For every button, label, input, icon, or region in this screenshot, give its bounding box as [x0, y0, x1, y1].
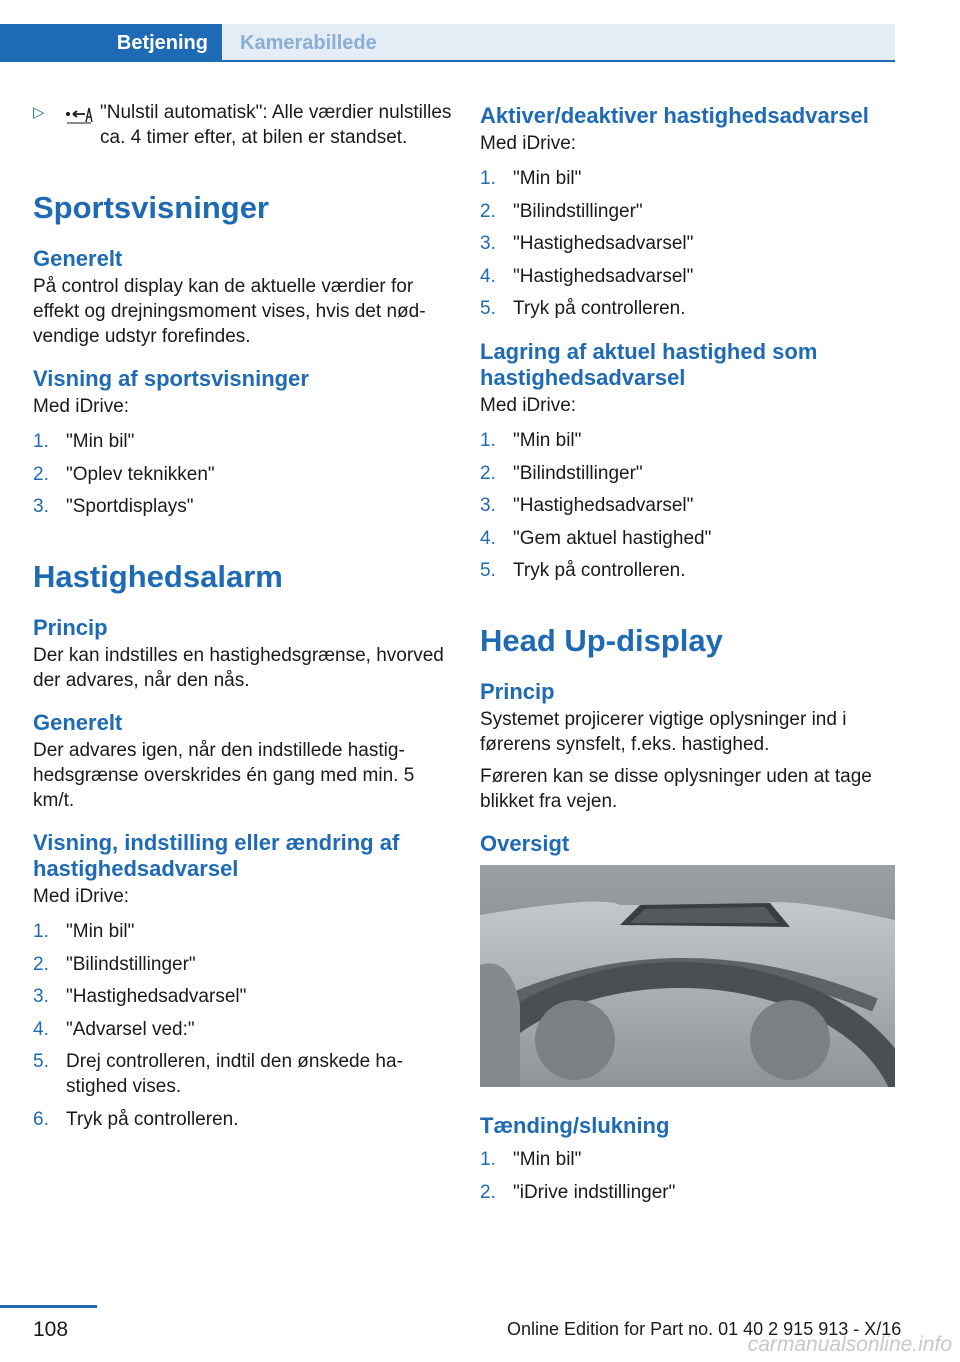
- list-item: 2. "Bilindstillinger": [33, 953, 196, 975]
- paragraph-princip-hud-2: Føreren kan se disse oplysninger uden at tage blikket fra vejen.: [480, 766, 872, 812]
- intro-idrive: Med iDrive:: [33, 396, 130, 417]
- steps-taending: [480, 1147, 900, 1205]
- list-item: 4. "Hastighedsadvarsel": [480, 265, 694, 287]
- section-title-head-up: Head Up-display: [480, 623, 723, 658]
- paragraph-generelt-2: Der advares igen, når den indstillede hastighedsgrænse overskrides én gang med min. 5 km/t.: [33, 740, 415, 811]
- subtitle-aktiver: Aktiver/deaktiver hastighedsadvarsel: [480, 103, 869, 128]
- subtitle-oversigt: Oversigt: [480, 831, 570, 856]
- watermark: carmanualsonline.info: [747, 1333, 952, 1356]
- reset-auto-icon: [65, 106, 93, 131]
- list-item: 3. "Hastighedsadvarsel": [480, 495, 694, 516]
- list-item: 5. Drej controlleren, indtil den ønskede hastighed vises.: [33, 1051, 403, 1097]
- list-item: 2. "Bilindstillinger": [480, 462, 643, 484]
- list-item: 3. "Sportdisplays": [33, 496, 194, 517]
- intro-idrive-4: Med iDrive:: [480, 395, 577, 416]
- list-item: 6. Tryk på controlleren.: [33, 1108, 239, 1130]
- reset-bullet-text: "Nulstil automatisk": Alle værdier nulstilles ca. 4 timer efter, at bilen er standset.: [100, 102, 452, 148]
- subtitle-generelt-2: Generelt: [33, 710, 123, 735]
- list-item: 3. "Hastighedsadvarsel": [480, 233, 694, 254]
- intro-idrive-2: Med iDrive:: [33, 886, 130, 907]
- paragraph-princip-hud-1: Systemet projicerer vigtige oplysninger ind i førerens synsfelt, f.eks. hastighed.: [480, 709, 847, 755]
- reset-bullet: [33, 100, 453, 150]
- paragraph-princip: Der kan indstilles en hastighedsgrænse, hvorved der advares, når den nås.: [33, 645, 444, 691]
- subtitle-princip-hud: Princip: [480, 679, 555, 704]
- subtitle-lagring: Lagring af aktuel hastighed som hastighedsadvarsel: [480, 339, 818, 390]
- subtitle-generelt: Generelt: [33, 246, 123, 271]
- paragraph-generelt: På control display kan de aktuelle værdier for effekt og drejningsmoment vises, hvis det nødvendige udstyr forefindes.: [33, 276, 426, 347]
- list-item: 4. "Advarsel ved:": [33, 1018, 195, 1040]
- list-item: 2. "iDrive indstillinger": [480, 1181, 676, 1203]
- list-item: 5. Tryk på controlleren.: [480, 560, 686, 581]
- edition-text: Online Edition for Part no. 01 40 2 915 913 - X/16: [507, 1319, 902, 1339]
- intro-idrive-3: Med iDrive:: [480, 133, 577, 154]
- left-column: [33, 100, 453, 1150]
- tab-underline: [222, 60, 895, 62]
- steps-aktiver: [480, 166, 900, 321]
- list-item: 3. "Hastighedsadvarsel": [33, 986, 247, 1007]
- steps-hastighedsadvarsel: [33, 919, 453, 1132]
- list-item: 1. "Min bil": [480, 1149, 582, 1170]
- subtitle-visning-hastighed: Visning, indstilling eller ændring af hastighedsadvarsel: [33, 830, 400, 881]
- triangle-bullet-icon: ▷: [33, 104, 45, 121]
- subtitle-princip: Princip: [33, 615, 108, 640]
- head-up-display-photo: [480, 865, 895, 1087]
- list-item: 1. "Min bil": [33, 921, 135, 942]
- subtitle-visning-sport: Visning af sportsvisninger: [33, 366, 309, 391]
- subtitle-taending: Tænding/slukning: [480, 1113, 670, 1138]
- steps-sportsvisning: [33, 429, 453, 519]
- page-number: 108: [33, 1318, 69, 1341]
- list-item: 5. Tryk på controlleren.: [480, 298, 686, 319]
- list-item: 4. "Gem aktuel hastighed": [480, 527, 712, 549]
- footer-accent-line: [0, 1305, 97, 1308]
- list-item: 1. "Min bil": [33, 431, 135, 452]
- tab-kamerabillede[interactable]: Kamerabillede: [222, 24, 895, 62]
- list-item: 1. "Min bil": [480, 430, 582, 451]
- right-column: [480, 103, 900, 1223]
- steps-lagring: [480, 428, 900, 583]
- list-item: 2. "Bilindstillinger": [480, 200, 643, 222]
- list-item: 1. "Min bil": [480, 168, 582, 189]
- section-title-sportsvisninger: Sportsvisninger: [33, 190, 269, 225]
- header-tabs: [0, 24, 895, 62]
- tab-betjening[interactable]: Betjening: [0, 24, 222, 62]
- list-item: 2. "Oplev teknikken": [33, 463, 215, 485]
- section-title-hastighedsalarm: Hastighedsalarm: [33, 559, 283, 594]
